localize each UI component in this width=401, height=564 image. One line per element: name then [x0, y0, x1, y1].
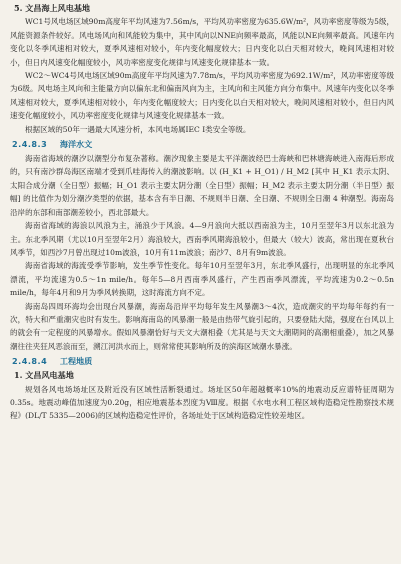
section-title: 海洋水文 [59, 139, 93, 150]
section-number: 2.4.8.3 [12, 139, 48, 150]
paragraph-geology: 规划各风电场场址区及附近没有区域性活断裂通过。场址区50年超越概率10%的地震动反应谱特征周期为0.35s。地震动峰值加速度为0.20g，相应地震基本烈度为Ⅷ度。根据《水电水利工程区域构造稳定性勘察技术规程》(DL/T 5335—2006)的区域构造稳定性评价，各场址处于区域构造稳定性较差地区。 [10, 384, 394, 421]
paragraph-tides: 海南省海域的潮汐以潮型分布复杂著称。潮汐现象主要是太平洋潮波经巴士海峡和巴林塘海峡进入南海后形成的，只有南沙群岛海区南端才受到爪哇海传入的潮波影响。以 (H_K1 + H_O1) / H_M2 [其中 H_K1 表示太阴、太阳合成分潮（全日型）振幅；H_O1 表示主要太阴分潮（全日型）振幅；H_M2 表示主要太阴分潮（半日型）振幅] 的比值作为划分潮汐类型的依据，基本含有半日潮、不规则半日潮、全日潮、不规则全日潮 4 种潮型。海南岛沿岸的东部和南部潮差较小，西北部最大。 [10, 154, 394, 217]
section-heading-2484 [12, 354, 394, 368]
section-title: 工程地质 [59, 356, 93, 367]
paragraph-currents: 海南省海域的海流受季节影响，发生季节性变化。每年10月至翌年3月，东北季风盛行，出现明显的东北季风漂流，平均流速为0.5～1n mile/h。每年5—8月西南季风盛行，产生西南季风漂流，平均流速为0.2～0.5n mile/h，每年4月和9月为季风转换期，这时海流方向不定。 [10, 261, 394, 298]
subsection-title: 1. 文昌风电基地 [14, 370, 74, 381]
paragraph-iec-class: 根据区域的50年一遇最大风速分析，本风电场属IEC Ⅰ类安全等级。 [25, 124, 251, 134]
paragraph-wc1-wind: WC1号风电场区域90m高度年平均风速为7.56m/s，平均风功率密度为635.6W/m²，风功率密度等级为5级，风能资源条件较好。风电场风向和风能较为集中，其中风向以NNE向频率最高，风能以NE向频率最高。风速年内变化以冬季风速相对较大，夏季风速相对较小，年内变化幅度较大；日内变化以白天相对较大，晚间风速相对较小，但日内风速变化幅度较小，风功率密度变化规律与风速变化规律基本一致。 [10, 17, 394, 67]
paragraph-wc2-wc4-wind: WC2～WC4号风电场区域90m高度年平均风速为7.78m/s，平均风功率密度为692.1W/m²，风功率密度等级为6级。风电场主风向和主能量方向以偏东北和偏南风向为主，主风向和主风能方向分布集中。风速年内变化以冬季风速相对较大，夏季风速相对较小，年内变化幅度较大；日内变化以白天相对较大，晚间风速相对较小，但日内风速变化幅度较小，风功率密度变化规律与风速变化规律基本一致。 [10, 71, 394, 121]
paragraph-waves: 海南省海域的海浪以风浪为主，涌浪少于风浪。4—9月浪向大抵以西南浪为主，10月至翌年3月以东北浪为主。东北季风期（尤以10月至翌年2月）海浪较大，西南季风期海浪较小，但最大（较大）波高，常出现在夏秋台风季节，如西沙7月曾出现过10m波浪，10月有11m波浪；南沙7、8月有9m波浪。 [10, 221, 394, 257]
section-5-title: 5. 文昌海上风电基地 [14, 3, 91, 13]
section-number: 2.4.8.4 [12, 356, 48, 367]
paragraph-storm-surge: 海南岛四周环海均会出现台风暴潮，海南岛沿岸平均每年发生风暴潮3～4次，造成潮灾的平均每年每约有一次，特大和严重潮灾也时有发生。影响海南岛的风暴潮一般是由热带气旋引起的，只要登陆大陆，强度在台风以上的就会有一定程度的风暴增水。假如风暴潮恰好与天文大潮相叠（尤其是与天文大潮期间的高潮相重叠），加之风暴潮往往夹狂风恶浪而至，溯江河洪水而上，则常常使其影响所及的滨海区域潮水暴涨。 [10, 301, 394, 351]
section-heading-2483 [12, 137, 394, 151]
